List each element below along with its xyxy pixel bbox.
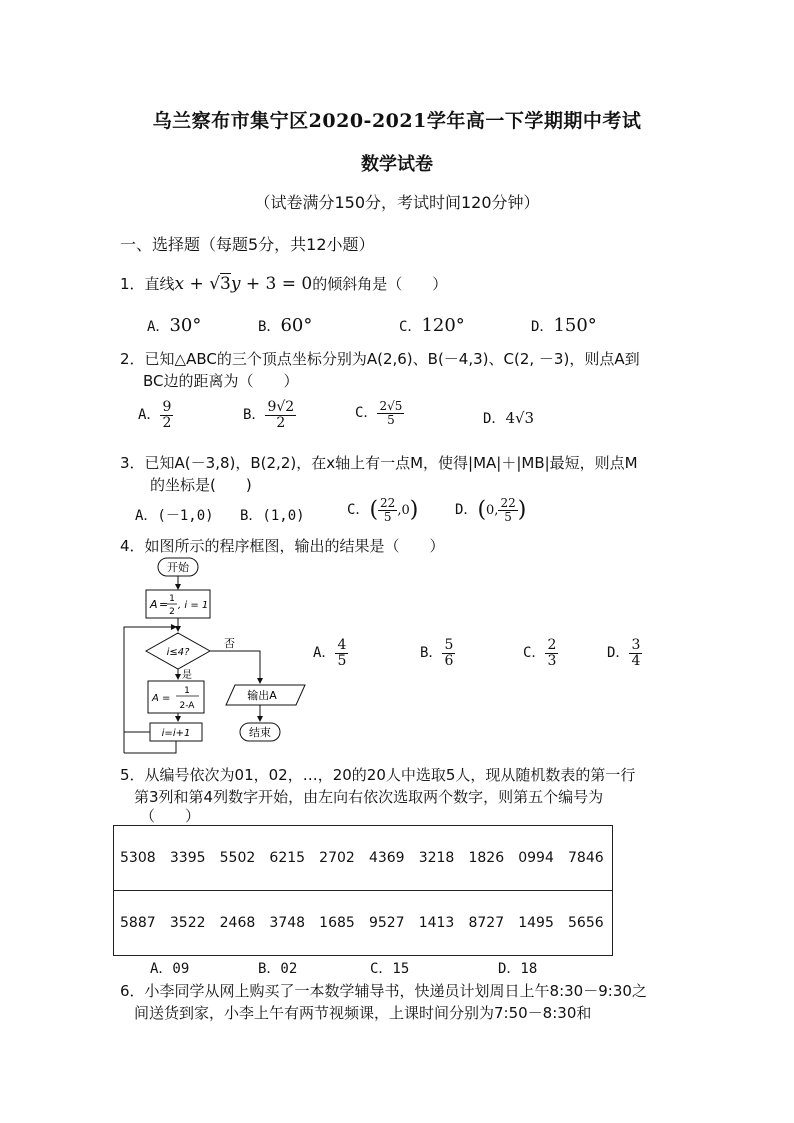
q5-option-c: C．15 <box>370 961 410 977</box>
flow-init-a: A <box>150 598 158 611</box>
flow-output-label: 输出A <box>247 689 277 702</box>
q2-line-1: 2．已知△ABC的三个顶点坐标分别为A(2,6)、B(－4,3)、C(2, －3)，则点A到 <box>120 350 640 368</box>
q1-suffix: 的倾斜角是（ ） <box>312 275 448 293</box>
exam-title: 乌兰察布市集宁区2020-2021学年高一下学期期中考试 <box>152 110 642 132</box>
q5-option-d: D．18 <box>498 961 538 977</box>
random-number-table <box>113 825 613 956</box>
q6-line-1: 6．小李同学从网上购买了一本数学辅导书，快递员计划周日上午8:30－9:30之 <box>120 982 647 1000</box>
table-cell: 7846 <box>562 826 613 891</box>
flow-init-eq: = <box>159 598 169 611</box>
flow-update-a: A = <box>152 693 171 704</box>
flow-init-num: 1 <box>169 594 175 604</box>
flowchart <box>110 555 310 760</box>
flow-increment-label: i=i+1 <box>161 728 191 739</box>
table-row <box>114 826 613 891</box>
q5-line-2: 第3列和第4列数字开始，由左向右依次选取两个数字，则第五个编号为 <box>134 788 604 806</box>
q3-option-d: D．(0, $\frac{22}{5}$ ) <box>455 496 527 524</box>
table-cell: 3522 <box>164 891 214 956</box>
q6-line-2: 间送货到家，小李上午有两节视频课，上课时间分别为7:50－8:30和 <box>134 1004 592 1022</box>
q2-option-c: C． $\frac{2√5}{5}$ <box>355 399 403 427</box>
q4-option-b: B． $\frac{5}{6}$ <box>420 637 454 669</box>
table-cell: 5502 <box>214 826 264 891</box>
section-heading: 一、选择题（每题5分，共12小题） <box>120 235 375 254</box>
q1-option-b: B．60° <box>258 315 313 336</box>
table-cell: 0994 <box>512 826 562 891</box>
exam-subtitle: 数学试卷 <box>361 154 433 175</box>
table-cell: 1685 <box>313 891 363 956</box>
table-cell: 6215 <box>263 826 313 891</box>
table-cell: 4369 <box>363 826 413 891</box>
table-cell: 8727 <box>462 891 512 956</box>
exam-note: （试卷满分150分，考试时间120分钟） <box>254 193 540 212</box>
q3-option-c: C．( $\frac{22}{5}$ ,0) <box>347 496 419 524</box>
q2-line-2: BC边的距离为（ ） <box>143 372 299 390</box>
flow-update-num: 1 <box>184 686 190 696</box>
table-cell: 1495 <box>512 891 562 956</box>
table-cell: 3395 <box>164 826 214 891</box>
table-cell: 3748 <box>263 891 313 956</box>
table-cell: 5887 <box>114 891 164 956</box>
q1-option-a: A．30° <box>147 315 202 336</box>
q4-option-c: C． $\frac{2}{3}$ <box>523 637 557 669</box>
q5-line-1: 5．从编号依次为01，02，…，20的20人中选取5人，现从随机数表的第一行 <box>120 766 636 784</box>
flow-init-i: , i = 1 <box>178 600 209 611</box>
q4-option-a: A． $\frac{4}{5}$ <box>313 637 347 669</box>
q5-option-a: A．09 <box>150 961 190 977</box>
flow-start-label: 开始 <box>167 561 189 574</box>
table-cell: 3218 <box>413 826 463 891</box>
table-cell: 5308 <box>114 826 164 891</box>
q1-eq-plus: + <box>184 274 210 294</box>
flow-end-label: 结束 <box>249 726 271 739</box>
q1-eq-x: x <box>174 274 185 294</box>
flow-no-label: 否 <box>224 637 235 650</box>
q5-option-b: B．02 <box>258 961 298 977</box>
flow-update-den: 2-A <box>179 701 195 711</box>
q4-stem: 4．如图所示的程序框图，输出的结果是（ ） <box>120 537 445 555</box>
q3-option-a: A．(－1,0) <box>135 508 214 524</box>
flow-init-den: 2 <box>169 607 175 617</box>
table-cell: 2468 <box>214 891 264 956</box>
q1-option-d: D．150° <box>531 315 597 336</box>
flow-cond-label: i≤4? <box>166 647 190 658</box>
q1-eq-sqrt3: 3 <box>220 274 231 294</box>
q1-option-c: C．120° <box>399 315 465 336</box>
question-1 <box>120 273 447 294</box>
table-cell: 2702 <box>313 826 363 891</box>
q4-option-d: D． $\frac{3}{4}$ <box>607 637 641 669</box>
table-cell: 1826 <box>462 826 512 891</box>
q1-prefix: 1．直线 <box>120 275 175 293</box>
q3-line-2: 的坐标是( ) <box>150 476 252 494</box>
q2-option-d: D．4√3 <box>483 409 535 427</box>
q3-option-b: B．(1,0) <box>240 508 305 524</box>
table-row <box>114 891 613 956</box>
q1-eq-y: y <box>230 274 241 294</box>
q5-line-3: （ ） <box>140 807 201 825</box>
table-cell: 1413 <box>413 891 463 956</box>
table-cell: 9527 <box>363 891 413 956</box>
flow-yes-label: 是 <box>182 670 192 681</box>
q2-option-a: A． $\frac{9}{2}$ <box>138 399 172 431</box>
q1-eq-rest: + 3 = 0 <box>240 274 313 294</box>
q3-line-1: 3．已知A(－3,8)，B(2,2)，在x轴上有一点M，使得|MA|＋|MB|最短，则点M <box>120 454 638 472</box>
q1-sqrt-sign: √ <box>209 274 221 294</box>
q2-option-b: B． $\frac{9√2}{2}$ <box>243 399 295 431</box>
table-cell: 5656 <box>562 891 613 956</box>
